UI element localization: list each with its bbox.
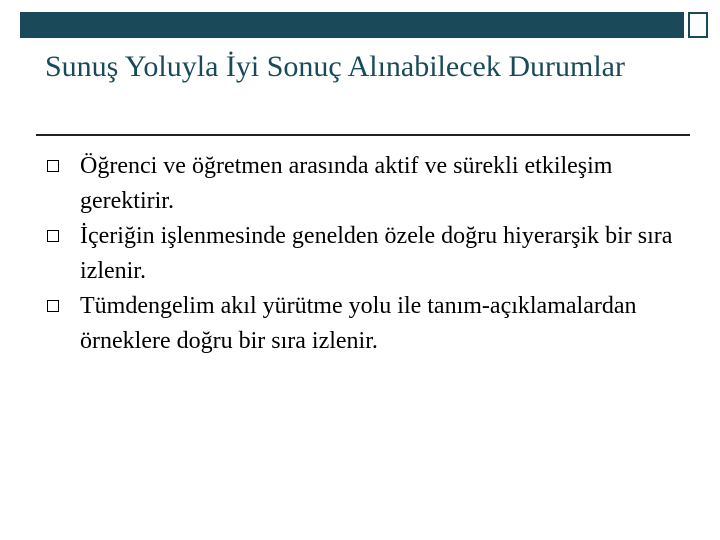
hollow-square-icon (47, 160, 59, 172)
header-bar (20, 12, 684, 38)
hollow-square-icon (47, 230, 59, 242)
bullet-text: Tümdengelim akıl yürütme yolu ile tanım-açıklamalardan örneklere doğru bir sıra izlenir. (80, 293, 637, 354)
bullet-text: Öğrenci ve öğretmen arasında aktif ve sürekli etkileşim gerektirir. (80, 153, 613, 214)
bullet-item (46, 219, 696, 289)
header-corner-square (688, 12, 708, 38)
hollow-square-icon (47, 300, 59, 312)
bullet-text: İçeriğin işlenmesinde genelden özele doğru hiyerarşik bir sıra izlenir. (80, 223, 673, 284)
bullet-list (46, 149, 696, 359)
bullet-item (46, 289, 696, 359)
title-divider (36, 134, 690, 136)
bullet-item (46, 149, 696, 219)
slide-title: Sunuş Yoluyla İyi Sonuç Alınabilecek Durumlar (45, 50, 625, 83)
